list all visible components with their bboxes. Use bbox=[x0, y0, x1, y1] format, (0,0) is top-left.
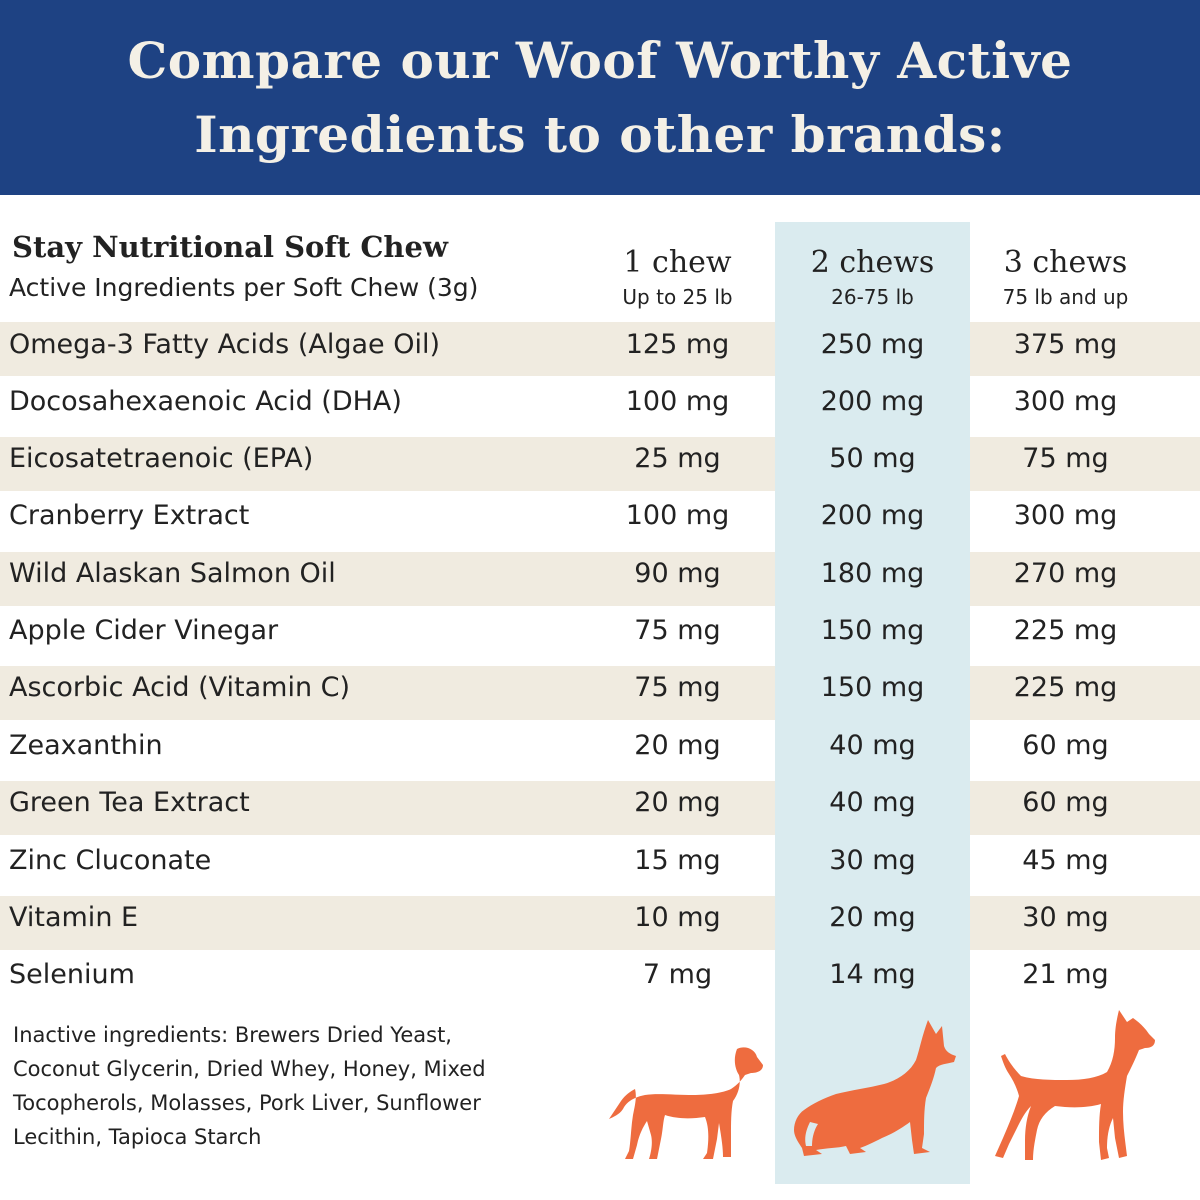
dose-value: 180 mg bbox=[820, 558, 925, 589]
dose-value: 60 mg bbox=[1022, 730, 1109, 761]
dose-value: 125 mg bbox=[625, 329, 730, 360]
dose-value: 150 mg bbox=[820, 615, 925, 646]
table-row bbox=[0, 724, 1200, 774]
medium-dog-icon bbox=[790, 1018, 960, 1160]
banner-title-line-1: Compare our Woof Worthy Active bbox=[127, 30, 1073, 90]
column-header-3-chews bbox=[968, 245, 1163, 309]
column-weight: Up to 25 lb bbox=[622, 285, 733, 309]
small-dog-icon bbox=[605, 1035, 765, 1165]
dose-value: 300 mg bbox=[1013, 386, 1118, 417]
dose-value: 270 mg bbox=[1013, 558, 1118, 589]
table-row bbox=[0, 839, 1200, 889]
ingredient-name: Green Tea Extract bbox=[9, 787, 250, 818]
dose-value: 150 mg bbox=[820, 672, 925, 703]
dose-value: 45 mg bbox=[1022, 845, 1109, 876]
table-row bbox=[0, 323, 1200, 373]
dose-value: 225 mg bbox=[1013, 672, 1118, 703]
dose-value: 7 mg bbox=[642, 959, 713, 990]
column-label: 3 chews bbox=[1003, 245, 1128, 280]
table-row bbox=[0, 609, 1200, 659]
table-row bbox=[0, 896, 1200, 946]
dose-value: 75 mg bbox=[1022, 443, 1109, 474]
dose-value: 20 mg bbox=[829, 902, 916, 933]
dose-value: 10 mg bbox=[634, 902, 721, 933]
dose-value: 90 mg bbox=[634, 558, 721, 589]
dose-value: 30 mg bbox=[829, 845, 916, 876]
dose-value: 50 mg bbox=[829, 443, 916, 474]
column-header-2-chews bbox=[775, 245, 970, 309]
dose-value: 75 mg bbox=[634, 615, 721, 646]
banner-title-line-2: Ingredients to other brands: bbox=[194, 104, 1006, 164]
dose-value: 20 mg bbox=[634, 730, 721, 761]
ingredient-name: Selenium bbox=[9, 959, 135, 990]
dose-value: 15 mg bbox=[634, 845, 721, 876]
table-row bbox=[0, 781, 1200, 831]
dose-value: 200 mg bbox=[820, 386, 925, 417]
dose-value: 14 mg bbox=[829, 959, 916, 990]
column-header-1-chew bbox=[580, 245, 775, 309]
dose-value: 20 mg bbox=[634, 787, 721, 818]
ingredient-name: Apple Cider Vinegar bbox=[9, 615, 279, 646]
dose-value: 25 mg bbox=[634, 443, 721, 474]
dose-value: 200 mg bbox=[820, 500, 925, 531]
column-weight: 75 lb and up bbox=[1002, 285, 1129, 309]
table-row bbox=[0, 953, 1200, 1003]
table-row bbox=[0, 552, 1200, 602]
dose-value: 100 mg bbox=[625, 500, 730, 531]
table-row bbox=[0, 380, 1200, 430]
table-subtitle: Active Ingredients per Soft Chew (3g) bbox=[9, 273, 479, 302]
dose-value: 75 mg bbox=[634, 672, 721, 703]
dose-value: 40 mg bbox=[829, 787, 916, 818]
column-label: 2 chews bbox=[810, 245, 935, 280]
dose-value: 375 mg bbox=[1013, 329, 1118, 360]
ingredient-name: Zeaxanthin bbox=[9, 730, 163, 761]
ingredient-name: Vitamin E bbox=[9, 902, 139, 933]
dose-value: 250 mg bbox=[820, 329, 925, 360]
ingredient-name: Omega-3 Fatty Acids (Algae Oil) bbox=[9, 329, 440, 360]
ingredient-name: Eicosatetraenoic (EPA) bbox=[9, 443, 314, 474]
dose-value: 40 mg bbox=[829, 730, 916, 761]
table-row bbox=[0, 494, 1200, 544]
column-weight: 26-75 lb bbox=[831, 285, 914, 309]
dose-value: 30 mg bbox=[1022, 902, 1109, 933]
table-row bbox=[0, 437, 1200, 487]
dose-value: 100 mg bbox=[625, 386, 730, 417]
table-row bbox=[0, 666, 1200, 716]
large-dog-icon bbox=[995, 1008, 1165, 1168]
ingredient-name: Ascorbic Acid (Vitamin C) bbox=[9, 672, 351, 703]
product-title: Stay Nutritional Soft Chew bbox=[12, 230, 448, 264]
dose-value: 21 mg bbox=[1022, 959, 1109, 990]
dose-value: 60 mg bbox=[1022, 787, 1109, 818]
ingredient-name: Docosahexaenoic Acid (DHA) bbox=[9, 386, 402, 417]
ingredient-name: Wild Alaskan Salmon Oil bbox=[9, 558, 336, 589]
inactive-ingredients: Inactive ingredients: Brewers Dried Yeast, Coconut Glycerin, Dried Whey, Honey, Mixed Tocopherols, Molasses, Pork Liver, Sunflower Lecithin, Tapioca Starch bbox=[13, 1023, 486, 1149]
dose-value: 300 mg bbox=[1013, 500, 1118, 531]
ingredient-name: Cranberry Extract bbox=[9, 500, 250, 531]
column-label: 1 chew bbox=[623, 245, 732, 280]
dose-value: 225 mg bbox=[1013, 615, 1118, 646]
ingredient-name: Zinc Cluconate bbox=[9, 845, 212, 876]
